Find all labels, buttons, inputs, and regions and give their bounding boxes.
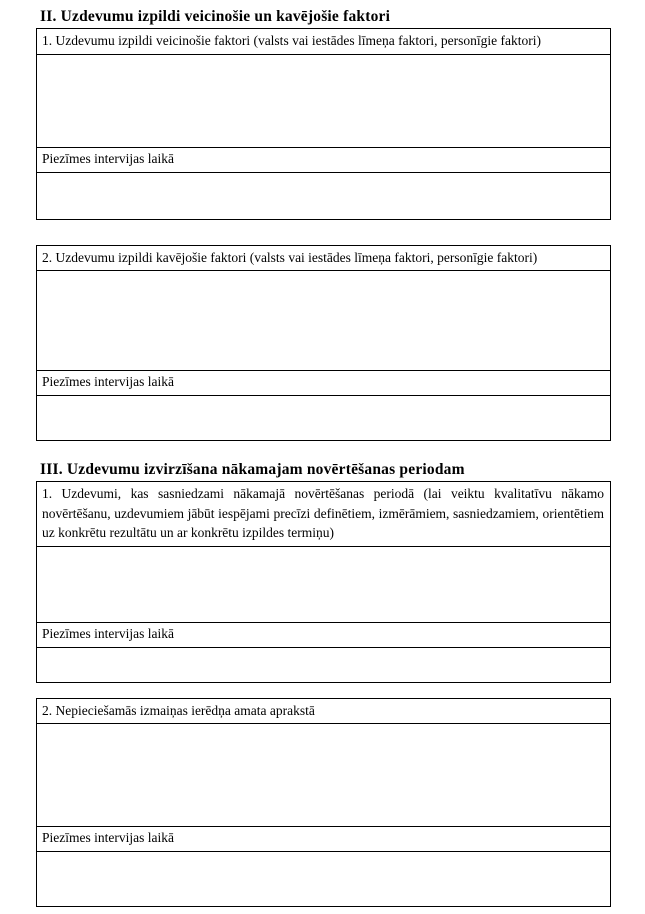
box-iii-2-answer-area (37, 724, 610, 826)
box-iii-1-label: 1. Uzdevumi, kas sasniedzami nākamajā novērtēšanas periodā (lai veiktu kvalitatīvu nākamo novērtēšanu, uzdevumiem jābūt iespējami precīzi definētiem, izmērāmiem, sasniedzamiem, orientētiem uz konkrētu rezultātu un ar konkrētu izpildes termiņu) (37, 482, 610, 547)
box-ii-1-answer-area (37, 55, 610, 147)
section-ii-heading: II. Uzdevumu izpildi veicinošie un kavējošie faktori (40, 8, 391, 25)
box-iii-2-notes-area (37, 852, 610, 906)
form-box-iii-2 (36, 698, 611, 908)
form-box-ii-1 (36, 28, 611, 220)
section-iii-heading: III. Uzdevumu izvirzīšana nākamajam novērtēšanas periodam (40, 461, 465, 479)
box-ii-1-notes-area (37, 173, 610, 219)
box-ii-2-label: 2. Uzdevumu izpildi kavējošie faktori (valsts vai iestādes līmeņa faktori, personīgie faktori) (37, 246, 610, 272)
box-iii-1-notes-area (37, 648, 610, 682)
box-ii-2-notes-area (37, 396, 610, 440)
box-ii-1-label: 1. Uzdevumu izpildi veicinošie faktori (valsts vai iestādes līmeņa faktori, personīgie faktori) (37, 29, 610, 55)
form-box-ii-2 (36, 245, 611, 442)
box-ii-2-answer-area (37, 271, 610, 370)
box-iii-1-notes-label: Piezīmes intervijas laikā (37, 622, 610, 648)
box-ii-1-notes-label: Piezīmes intervijas laikā (37, 147, 610, 173)
box-iii-2-label: 2. Nepieciešamās izmaiņas ierēdņa amata aprakstā (37, 699, 610, 725)
box-iii-2-notes-label: Piezīmes intervijas laikā (37, 826, 610, 852)
form-box-iii-1 (36, 481, 611, 683)
box-iii-1-answer-area (37, 547, 610, 622)
box-ii-2-notes-label: Piezīmes intervijas laikā (37, 370, 610, 396)
